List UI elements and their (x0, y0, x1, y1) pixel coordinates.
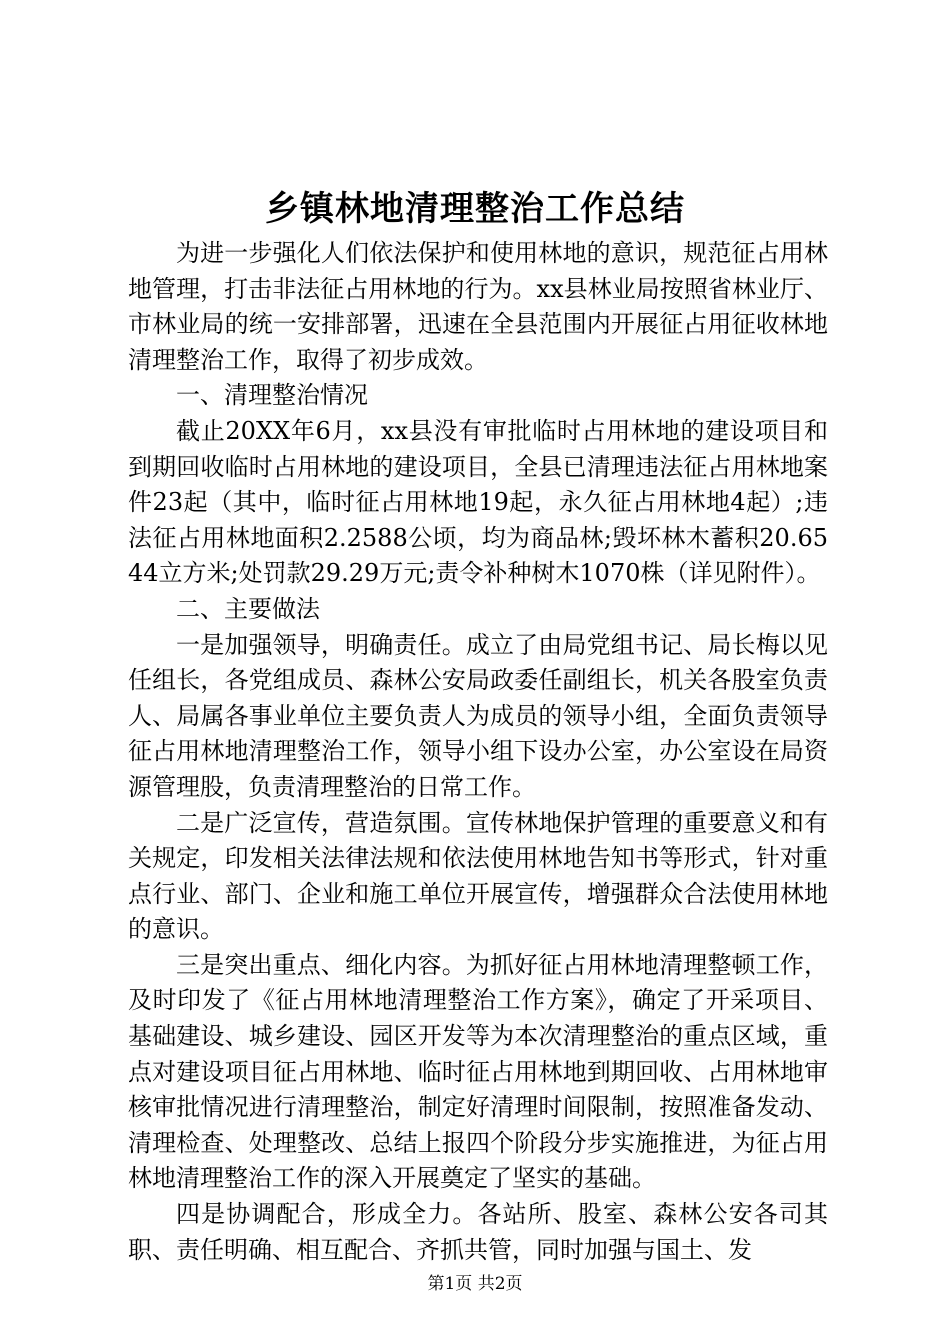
paragraph-focus: 三是突出重点、细化内容。为抓好征占用林地清理整顿工作，及时印发了《征占用林地清理整治工作方案》，确定了开采项目、基础建设、城乡建设、园区开发等为本次清理整治的重点区域，重点对建设项目征占用林地、临时征占用林地到期回收、占用林地审核审批情况进行清理整治，制定好清理时间限制，按照准备发动、清理检查、处理整改、总结上报四个阶段分步实施推进，为征占用林地清理整治工作的深入开展奠定了坚实的基础。 (128, 950, 828, 1193)
paragraph-coordination: 四是协调配合，形成全力。各站所、股室、森林公安各司其职、责任明确、相互配合、齐抓共管，同时加强与国土、发 (128, 1200, 828, 1264)
paragraph-leadership: 一是加强领导，明确责任。成立了由局党组书记、局长梅以见任组长，各党组成员、森林公安局政委任副组长，机关各股室负责人、局属各事业单位主要负责人为成员的领导小组，全面负责领导征占用林地清理整治工作，领导小组下设办公室，办公室设在局资源管理股，负责清理整治的日常工作。 (128, 630, 828, 801)
paragraph-publicity: 二是广泛宣传，营造氛围。宣传林地保护管理的重要意义和有关规定，印发相关法律法规和依法使用林地告知书等形式，针对重点行业、部门、企业和施工单位开展宣传，增强群众合法使用林地的意识。 (128, 808, 828, 944)
document-body (128, 236, 828, 1268)
document-title: 乡镇林地清理整治工作总结 (265, 189, 685, 229)
page-number-footer: 第1页 共2页 (427, 1274, 523, 1294)
section-heading-2: 二、主要做法 (176, 594, 320, 623)
section-heading-1: 一、清理整治情况 (176, 381, 368, 410)
paragraph-situation: 截止20XX年6月，xx县没有审批临时占用林地的建设项目和到期回收临时占用林地的建设项目，全县已清理违法征占用林地案件23起（其中，临时征占用林地19起，永久征占用林地4起）;违法征占用林地面积2.2588公顷，均为商品林;毁坏林木蓄积20.6544立方米;处罚款29.29万元;责令补种树木1070株（详见附件）。 (128, 416, 828, 588)
paragraph-intro: 为进一步强化人们依法保护和使用林地的意识，规范征占用林地管理，打击非法征占用林地的行为。xx县林业局按照省林业厅、市林业局的统一安排部署，迅速在全县范围内开展征占用征收林地清理整治工作，取得了初步成效。 (128, 239, 828, 374)
